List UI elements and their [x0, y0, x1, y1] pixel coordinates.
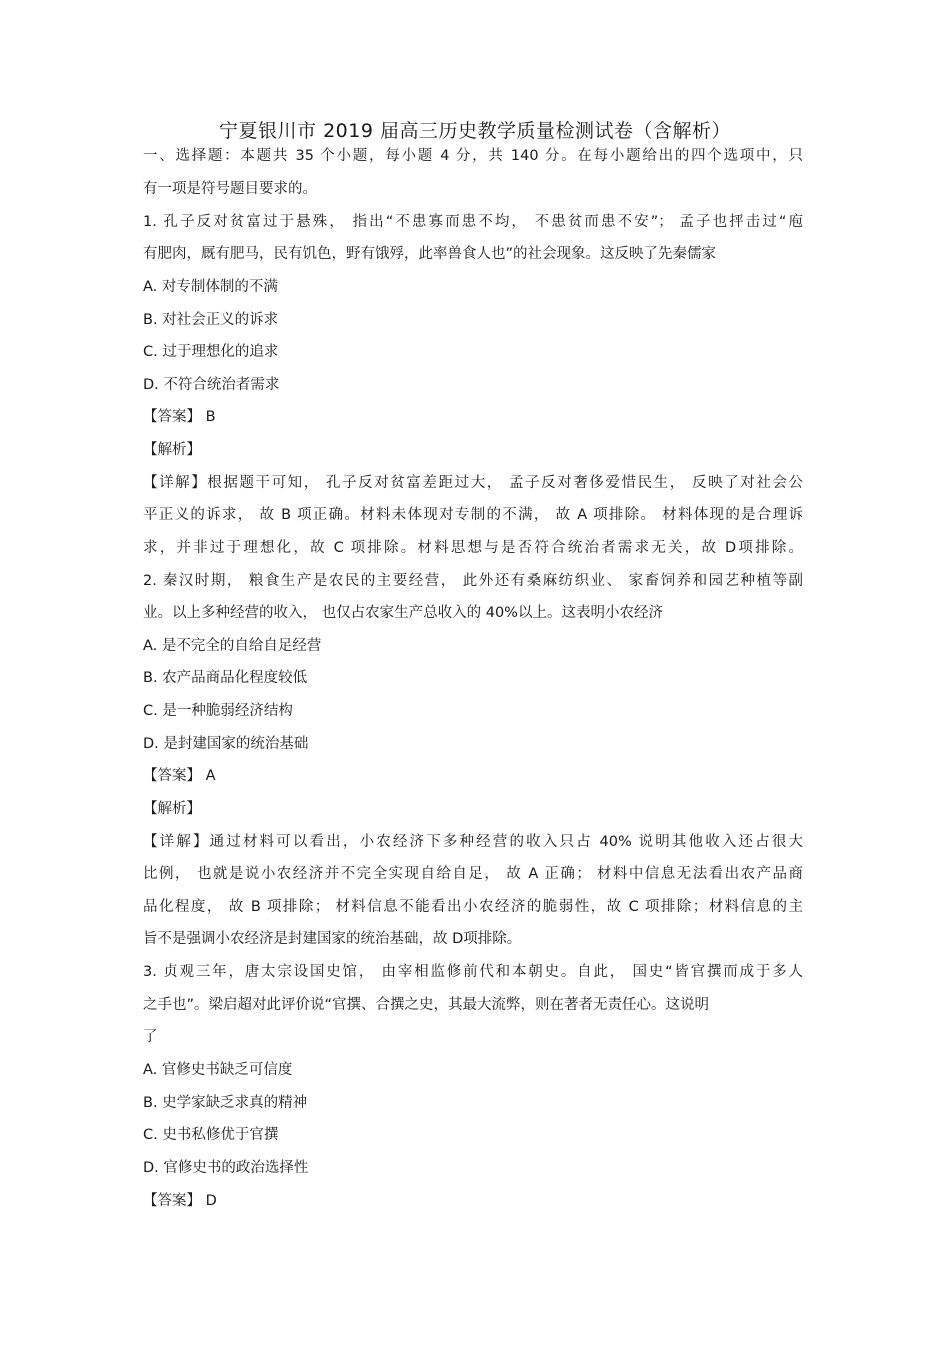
text-line: 有一项是符号题目要求的。	[143, 181, 317, 197]
question-2-explanation: 比例， 也就是说小农经济并不完全实现自给自足， 故 A 正确； 材料中信息无法看出农产品商	[143, 866, 803, 882]
document-title: 宁夏银川市 2019 届高三历史教学质量检测试卷（含解析）	[219, 120, 731, 142]
question-1-option-d: D. 不符合统治者需求	[143, 377, 280, 393]
question-1-explanation: 求，并非过于理想化，故 C 项排除。材料思想与是否符合统治者需求无关，故 D项排除。	[143, 540, 803, 556]
question-1-option-c: C. 过于理想化的追求	[143, 344, 279, 360]
question-2-option-a: A. 是不完全的自给自足经营	[143, 638, 322, 654]
question-2-answer: 【答案】 A	[143, 768, 216, 784]
question-2-explanation: 品化程度， 故 B 项排除； 材料信息不能看出小农经济的脆弱性，故 C 项排除；材料信息的主	[143, 899, 803, 915]
question-1-option-b: B. 对社会正义的诉求	[143, 312, 279, 328]
question-1-stem: 1. 孔子反对贫富过于悬殊， 指出“不患寡而患不均， 不患贫而患不安”； 孟子也抨击过“庖	[143, 214, 803, 230]
question-3-option-d: D. 官修史书的政治选择性	[143, 1160, 309, 1176]
question-1-option-a: A. 对专制体制的不满	[143, 279, 278, 295]
text-line: 一、选择题：本题共 35 个小题，每小题 4 分，共 140 分。在每小题给出的四个选项中，只	[143, 148, 803, 164]
question-2-option-b: B. 农产品商品化程度较低	[143, 670, 308, 686]
question-3-stem: 之手也”。梁启超对此评价说“官撰、合撰之史，其最大流弊，则在著者无责任心。这说明	[143, 997, 710, 1013]
question-1-stem: 有肥肉，厩有肥马，民有饥色，野有饿殍，此率兽食人也”的社会现象。这反映了先秦儒家	[143, 246, 717, 262]
question-1-analysis-heading: 【解析】	[143, 442, 201, 458]
question-3-option-c: C. 史书私修优于官撰	[143, 1127, 279, 1143]
question-3-option-a: A. 官修史书缺乏可信度	[143, 1062, 293, 1078]
question-1-explanation: 平正义的诉求， 故 B 项正确。材料未体现对专制的不满， 故 A 项排除。 材料体现的是合理诉	[143, 507, 803, 523]
question-2-option-c: C. 是一种脆弱经济结构	[143, 703, 293, 719]
question-2-option-d: D. 是封建国家的统治基础	[143, 736, 309, 752]
question-2-analysis-heading: 【解析】	[143, 801, 201, 817]
question-1-answer: 【答案】 B	[143, 409, 216, 425]
question-2-stem: 业。以上多种经营的收入， 也仅占农家生产总收入的 40%以上。这表明小农经济	[143, 605, 663, 621]
question-3-stem: 了	[143, 1029, 158, 1045]
question-3-answer: 【答案】 D	[143, 1193, 217, 1209]
question-1-explanation: 【详解】根据题干可知， 孔子反对贫富差距过大， 孟子反对奢侈爱惜民生， 反映了对社会公	[143, 475, 803, 491]
question-2-explanation: 旨不是强调小农经济是封建国家的统治基础，故 D项排除。	[143, 931, 522, 947]
question-3-option-b: B. 史学家缺乏求真的精神	[143, 1095, 308, 1111]
question-2-explanation: 【详解】通过材料可以看出，小农经济下多种经营的收入只占 40% 说明其他收入还占很大	[143, 834, 803, 850]
question-3-stem: 3. 贞观三年，唐太宗设国史馆， 由宰相监修前代和本朝史。自此， 国史“皆官撰而成于多人	[143, 964, 803, 980]
question-2-stem: 2. 秦汉时期， 粮食生产是农民的主要经营， 此外还有桑麻纺织业、 家畜饲养和园艺种植等副	[143, 573, 803, 589]
